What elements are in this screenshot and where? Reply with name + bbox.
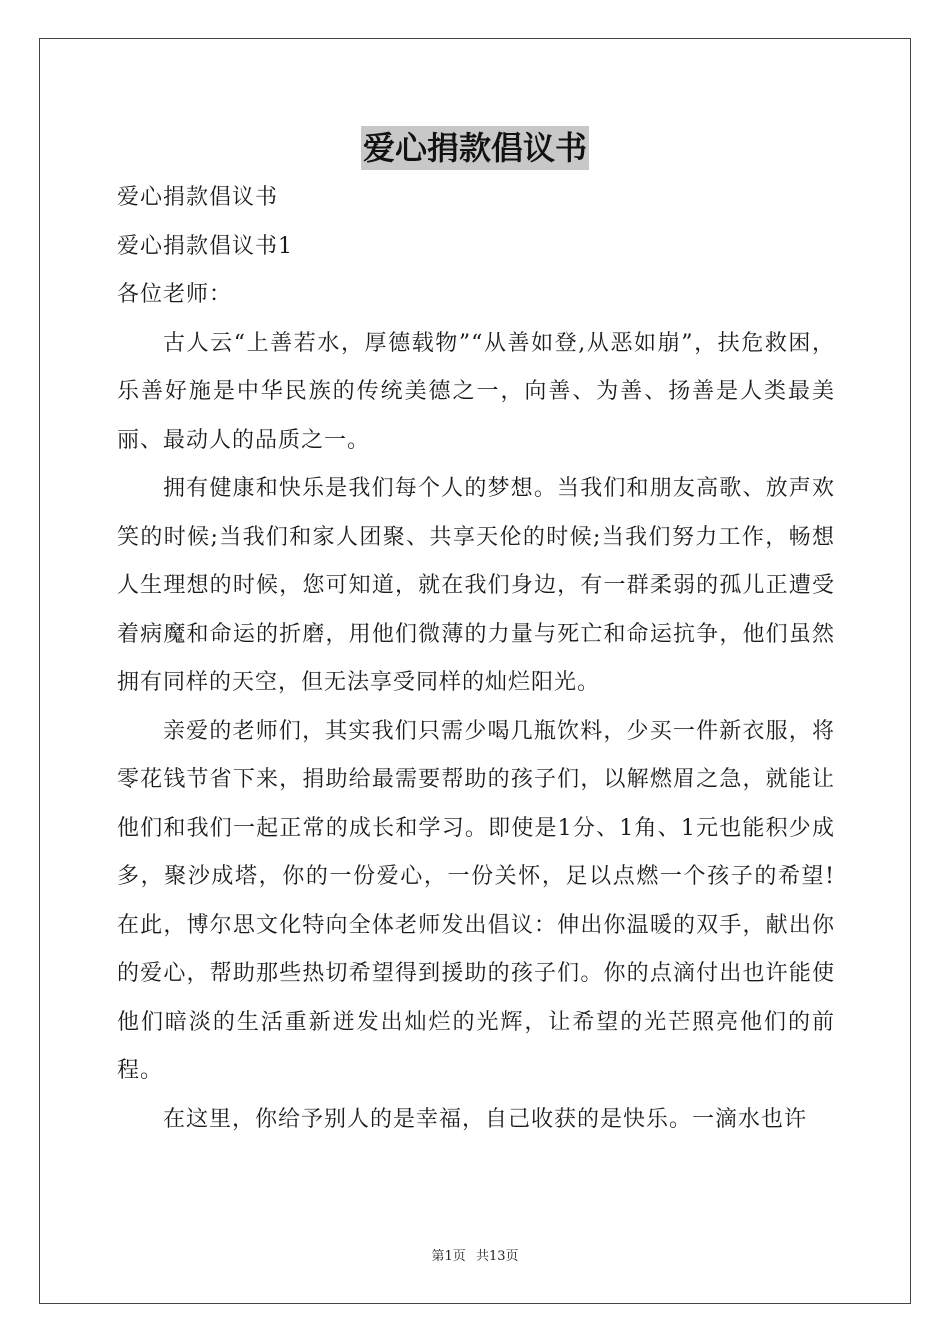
heading-line-2: 爱心捐款倡议书1 [117, 233, 293, 259]
heading-line-1: 爱心捐款倡议书 [117, 185, 279, 210]
salutation: 各位老师： [117, 282, 233, 307]
document-title: 爱心捐款倡议书 [361, 126, 589, 170]
page-number: 第1页 [431, 1249, 466, 1264]
paragraph-1: 古人云“上善若水，厚德载物”“从善如登,从恶如崩”，扶危救困，乐善好施是中华民族的传统美德之一，向善、为善、扬善是人类最美丽、最动人的品质之一。 [117, 330, 835, 453]
total-pages: 共13页 [475, 1249, 519, 1264]
paragraph-2: 拥有健康和快乐是我们每个人的梦想。当我们和朋友高歌、放声欢笑的时候;当我们和家人团聚、共享天伦的时候;当我们努力工作，畅想人生理想的时候，您可知道，就在我们身边，有一群柔弱的孤儿正遭受着病魔和命运的折磨，用他们微薄的力量与死亡和命运抗争，他们虽然拥有同样的天空，但无法享受同样的灿烂阳光。 [117, 476, 835, 695]
paragraph-3: 亲爱的老师们，其实我们只需少喝几瓶饮料，少买一件新衣服，将零花钱节省下来，捐助给最需要帮助的孩子们，以解燃眉之急，就能让他们和我们一起正常的成长和学习。即使是1分、1角、1元也能积少成多，聚沙成塔，你的一份爱心，一份关怀，足以点燃一个孩子的希望!在此，博尔思文化特向全体老师发出倡议：伸出你温暖的双手，献出你的爱心，帮助那些热切希望得到援助的孩子们。你的点滴付出也许能使他们暗淡的生活重新迸发出灿烂的光辉，让希望的光芒照亮他们的前程。 [117, 718, 835, 1083]
title-container [0, 126, 950, 170]
page-footer [0, 1248, 950, 1266]
document-body [117, 174, 835, 1144]
paragraph-4: 在这里，你给予别人的是幸福，自己收获的是快乐。一滴水也许 [163, 1106, 808, 1132]
